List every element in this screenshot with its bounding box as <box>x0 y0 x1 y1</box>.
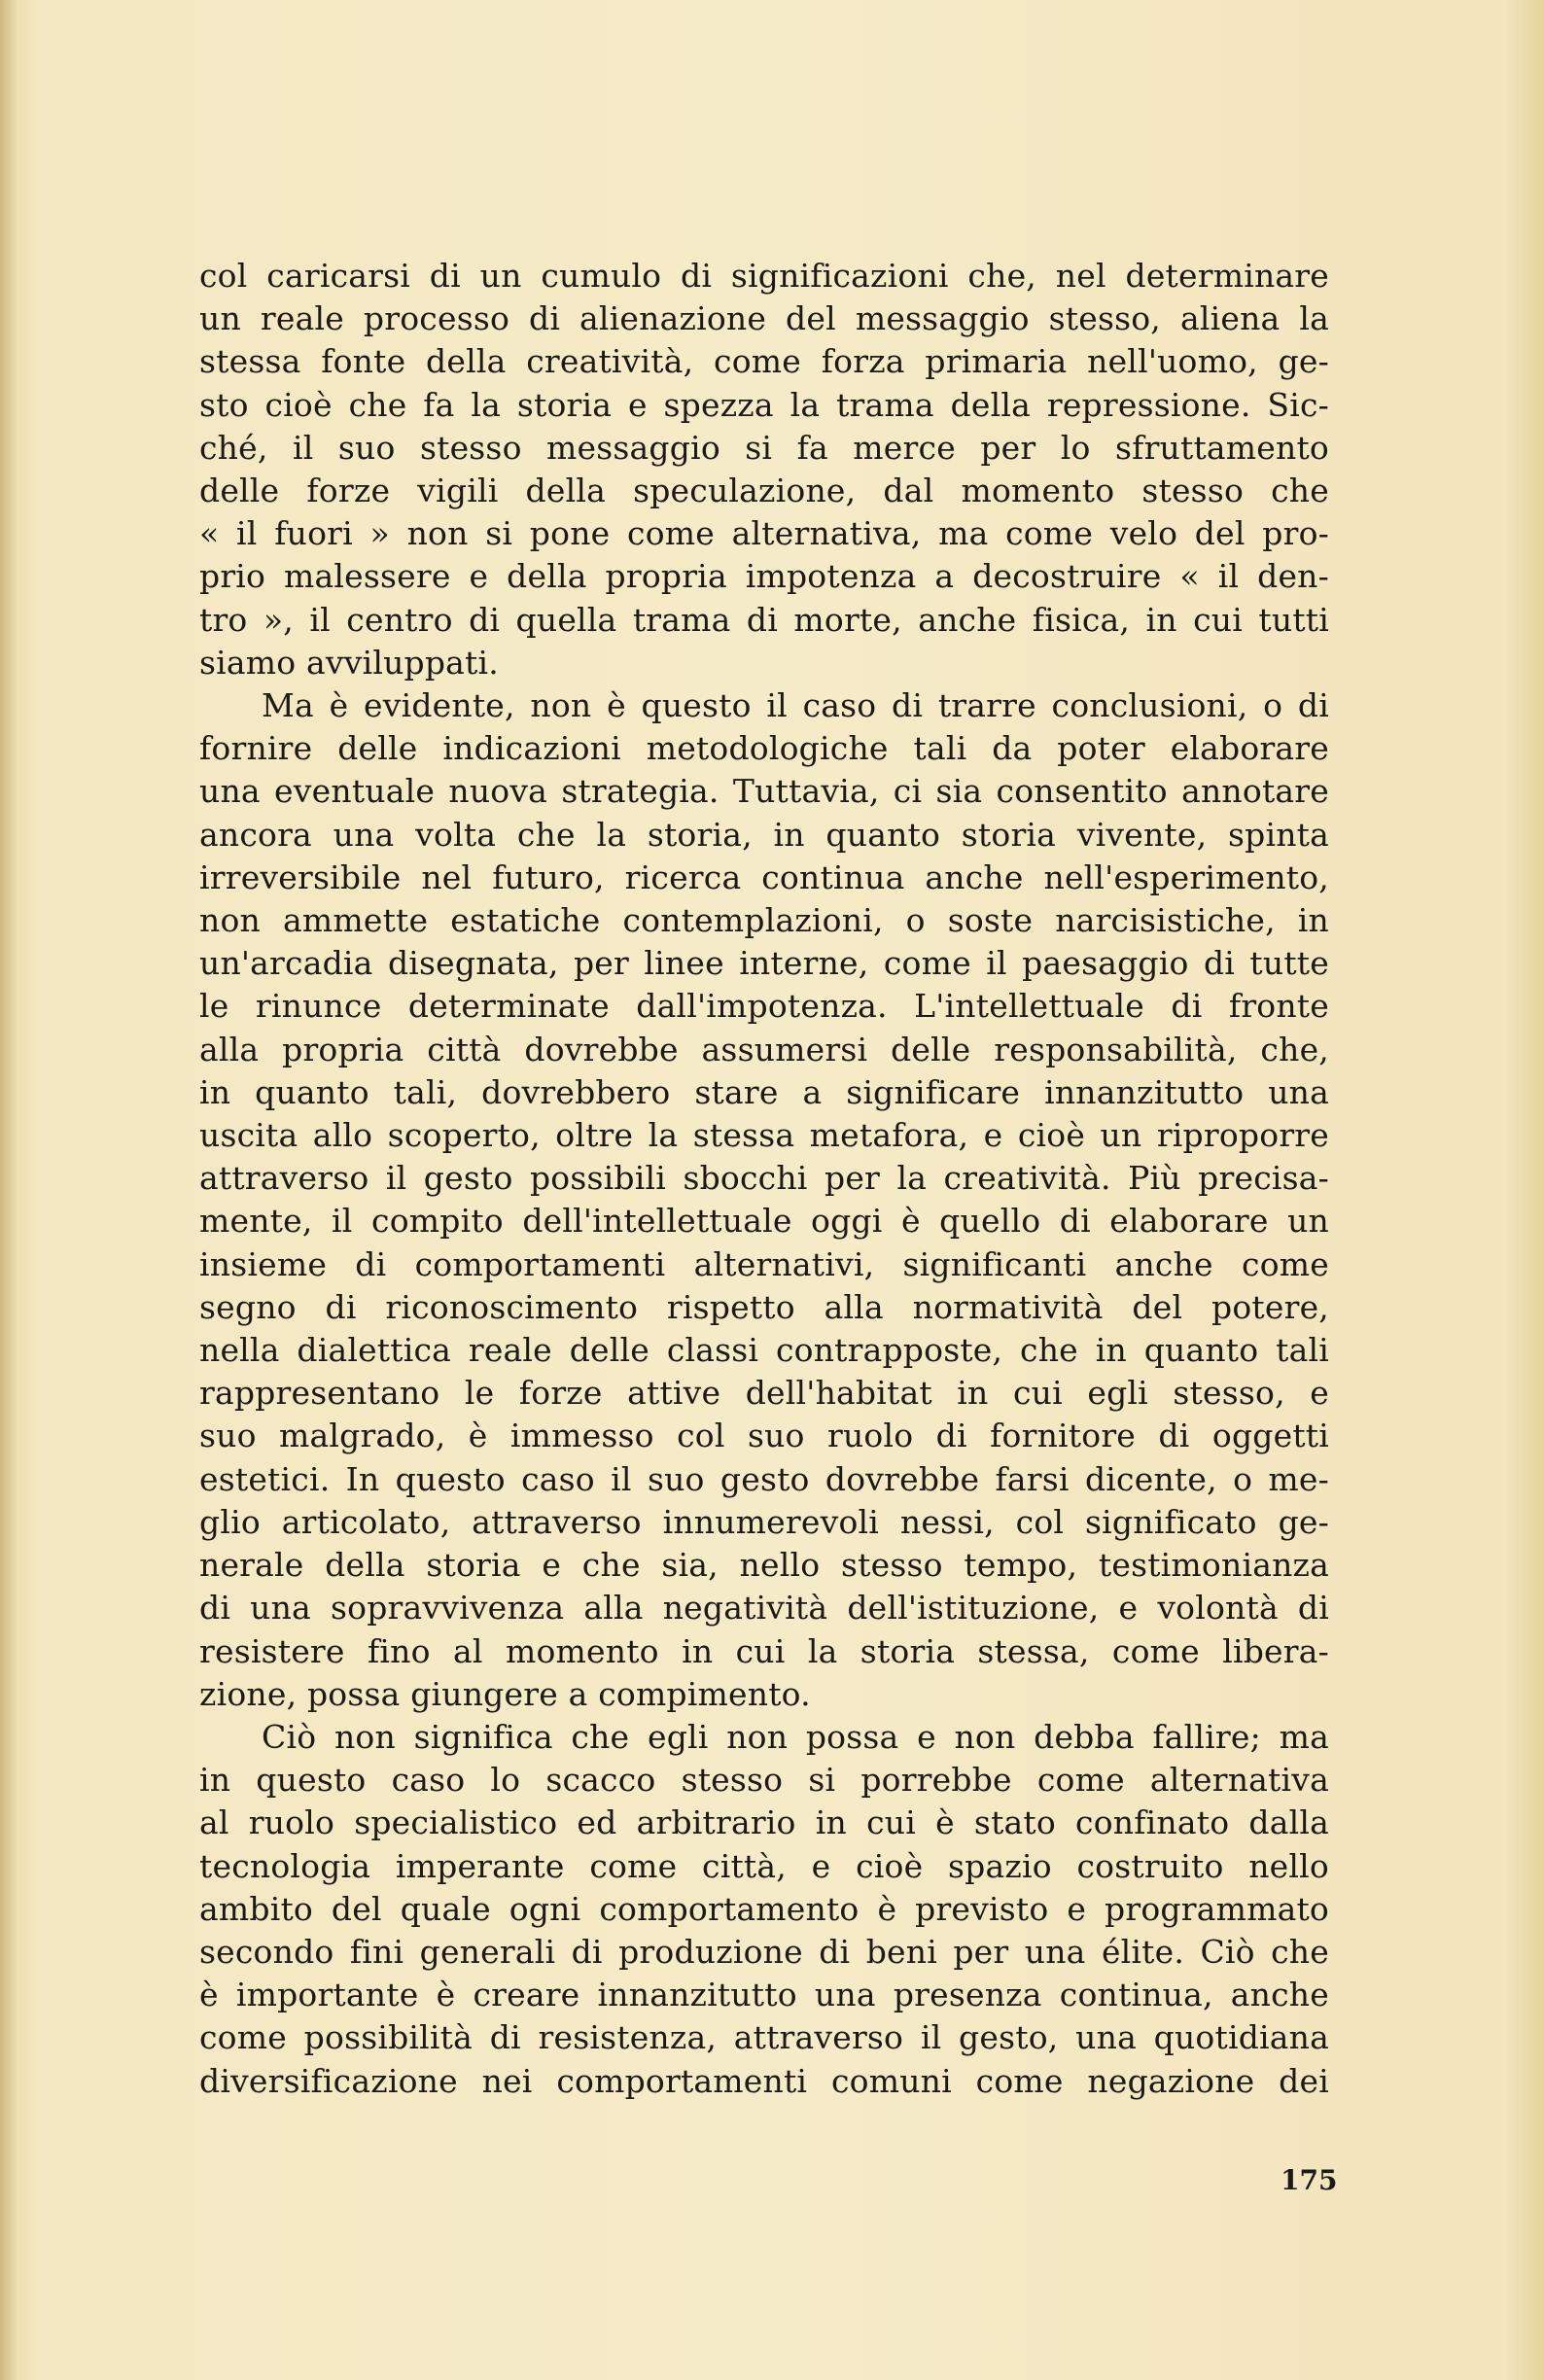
text-line: nerale della storia e che sia, nello stesso tempo, testimonianza <box>199 1546 1329 1585</box>
text-line: prio malessere e della propria impotenza a decostruire « il den- <box>199 557 1329 596</box>
text-line: resistere fino al momento in cui la storia stessa, come libera- <box>199 1631 1329 1670</box>
text-line: attraverso il gesto possibili sbocchi per la creatività. Più precisa- <box>199 1159 1329 1198</box>
text-line: una eventuale nuova strategia. Tuttavia, ci sia consentito annotare <box>199 772 1329 811</box>
text-line: le rinunce determinate dall'impotenza. L'intellettuale di fronte <box>199 987 1329 1026</box>
text-line: è importante è creare innanzitutto una presenza continua, anche <box>199 1976 1329 2014</box>
text-line: sto cioè che fa la storia e spezza la trama della repressione. Sic- <box>199 385 1329 424</box>
text-line: glio articolato, attraverso innumerevoli nessi, col significato ge- <box>199 1502 1329 1541</box>
body-text <box>199 255 1329 2103</box>
text-line: al ruolo specialistico ed arbitrario in cui è stato confinato dalla <box>199 1803 1329 1842</box>
text-line: nella dialettica reale delle classi contrapposte, che in quanto tali <box>199 1331 1329 1370</box>
text-line: fornire delle indicazioni metodologiche tali da poter elaborare <box>199 729 1329 768</box>
text-line: ambito del quale ogni comportamento è previsto e programmato <box>199 1889 1329 1928</box>
text-line: tro », il centro di quella trama di morte, anche fisica, in cui tutti <box>199 600 1329 639</box>
text-line: non ammette estatiche contemplazioni, o soste narcisistiche, in <box>199 901 1329 940</box>
text-line: segno di riconoscimento rispetto alla normatività del potere, <box>199 1287 1329 1326</box>
text-line: mente, il compito dell'intellettuale oggi è quello di elaborare un <box>199 1202 1329 1241</box>
text-line: di una sopravvivenza alla negatività dell'istituzione, e volontà di <box>199 1589 1329 1628</box>
text-line: un'arcadia disegnata, per linee interne, come il paesaggio di tutte <box>199 944 1329 983</box>
text-line: estetici. In questo caso il suo gesto dovrebbe farsi dicente, o me- <box>199 1459 1329 1498</box>
text-line: stessa fonte della creatività, come forza primaria nell'uomo, ge- <box>199 342 1329 381</box>
text-line: ché, il suo stesso messaggio si fa merce per lo sfruttamento <box>199 428 1329 467</box>
text-line: col caricarsi di un cumulo di significazioni che, nel determinare <box>199 257 1329 295</box>
text-line: irreversibile nel futuro, ricerca continua anche nell'esperimento, <box>199 858 1329 896</box>
text-line: insieme di comportamenti alternativi, significanti anche come <box>199 1244 1329 1283</box>
text-line: alla propria città dovrebbe assumersi delle responsabilità, che, <box>199 1030 1329 1068</box>
text-line: un reale processo di alienazione del messaggio stesso, aliena la <box>199 299 1329 338</box>
text-line: Ciò non significa che egli non possa e non debba fallire; ma <box>262 1717 1329 1756</box>
spine-shadow <box>0 0 18 2380</box>
paragraph-2 <box>199 684 1329 1716</box>
page-number: 175 <box>1281 2164 1338 2196</box>
text-line: siamo avviluppati. <box>199 643 499 682</box>
text-line: in quanto tali, dovrebbero stare a significare innanzitutto una <box>199 1072 1329 1111</box>
text-line: come possibilità di resistenza, attraverso il gesto, una quotidiana <box>199 2018 1329 2057</box>
text-line: suo malgrado, è immesso col suo ruolo di fornitore di oggetti <box>199 1417 1329 1455</box>
paragraph-1 <box>199 255 1329 684</box>
text-line: tecnologia imperante come città, e cioè spazio costruito nello <box>199 1846 1329 1885</box>
text-line: diversificazione nei comportamenti comuni come negazione dei <box>199 2061 1329 2100</box>
text-line: delle forze vigili della speculazione, dal momento stesso che <box>199 472 1329 510</box>
text-line: Ma è evidente, non è questo il caso di trarre conclusioni, o di <box>262 686 1329 725</box>
paragraph-3 <box>199 1716 1329 2103</box>
text-line: rappresentano le forze attive dell'habitat in cui egli stesso, e <box>199 1374 1329 1413</box>
text-line: secondo fini generali di produzione di beni per una élite. Ciò che <box>199 1932 1329 1971</box>
text-line: zione, possa giungere a compimento. <box>199 1674 811 1713</box>
text-line: uscita allo scoperto, oltre la stessa metafora, e cioè un riproporre <box>199 1116 1329 1155</box>
text-line: « il fuori » non si pone come alternativa, ma come velo del pro- <box>199 514 1329 553</box>
text-line: in questo caso lo scacco stesso si porrebbe come alternativa <box>199 1761 1329 1800</box>
text-line: ancora una volta che la storia, in quanto storia vivente, spinta <box>199 815 1329 854</box>
